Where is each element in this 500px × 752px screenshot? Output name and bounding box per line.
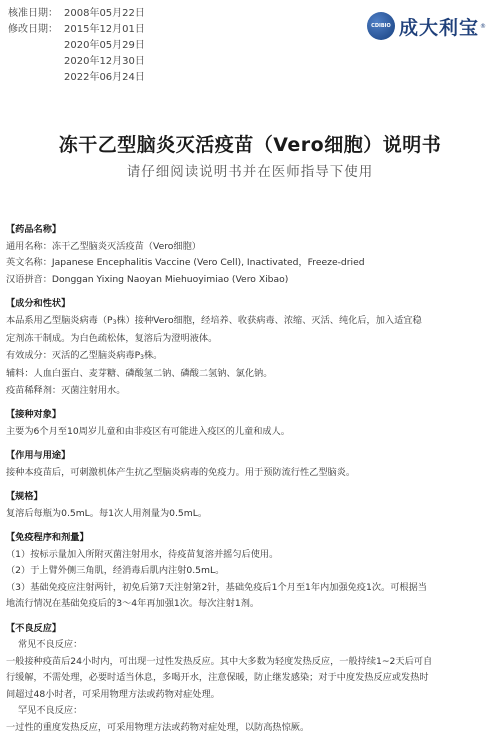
strain-subscript: 3 [140, 353, 144, 361]
document-title: 冻干乙型脑炎灭活疫苗（Vero细胞）说明书 [58, 134, 442, 156]
english-name: 英文名称：Japanese Encephalitis Vaccine (Vero Cell), Inactivated，Freeze-dried [6, 257, 365, 268]
section-title: 【免疫程序和剂量】 [6, 532, 89, 543]
section-title: 【不良反应】 [6, 622, 62, 634]
approval-label: 核准日期： [8, 8, 58, 19]
section-adverse [6, 621, 494, 737]
revision-date: 2015年12月01日 [64, 24, 145, 35]
revision-dates [8, 6, 145, 86]
excipients: 辅料：人血白蛋白、麦芽糖、磷酸氢二钠、磷酸二氢钠、氯化钠。 [6, 368, 273, 379]
leaflet-body [6, 222, 494, 744]
brand-logo [367, 12, 486, 40]
schedule-item: （1）按标示量加入所附灭菌注射用水，待疫苗复溶并摇匀后使用。 [6, 548, 279, 560]
registered-mark: ® [480, 22, 486, 30]
strain-subscript: 3 [112, 318, 117, 326]
section-purpose [6, 448, 494, 481]
schedule-item: （2）于上臂外侧三角肌，经消毒后肌内注射0.5mL。 [6, 565, 225, 576]
revision-date: 2020年05月29日 [64, 40, 145, 51]
adverse-text: 间超过48小时者，可采用物理方法或药物对症处理。 [6, 688, 220, 700]
section-title: 【成分和性状】 [6, 298, 71, 309]
revision-date: 2022年06月24日 [64, 72, 145, 83]
spec-text: 复溶后每瓶为0.5mL。每1次人用剂量为0.5mL。 [6, 507, 208, 519]
revision-date-row [8, 22, 145, 38]
section-target [6, 407, 494, 440]
section-title: 【药品名称】 [6, 224, 62, 235]
approval-date-row [8, 6, 145, 22]
revision-label: 修改日期： [8, 24, 58, 35]
common-adverse-label: 常见不良反应： [18, 639, 83, 650]
composition-line: 定剂冻干制成。为白色疏松体，复溶后为澄明液体。 [6, 333, 218, 344]
section-drug-name [6, 222, 494, 288]
logo-emblem-text: CDIBIO [371, 23, 391, 29]
active-text: 有效成分：灭活的乙型脑炎病毒P [6, 349, 141, 361]
section-schedule [6, 530, 494, 613]
rare-adverse-label: 罕见不良反应： [18, 705, 83, 716]
active-ingredient [6, 348, 494, 367]
adverse-text: 一般接种疫苗后24小时内，可出现一过性发热反应。其中大多数为轻度发热反应，一般持续1~2天后可自 [6, 655, 433, 667]
common-name: 通用名称：冻干乙型脑炎灭活疫苗（Vero细胞） [6, 240, 201, 252]
composition-text: 株）接种Vero细胞，经培养、收获病毒、浓缩、灭活、纯化后，加入适宜稳 [116, 314, 422, 326]
diluent: 疫苗稀释剂：灭菌注射用水。 [6, 384, 126, 396]
schedule-item: （3）基础免疫应注射两针，初免后第7天注射第2针，基础免疫后1个月至1年内加强免疫1次。可根据当 [6, 581, 427, 593]
approval-date: 2008年05月22日 [64, 8, 145, 19]
purpose-text: 接种本疫苗后，可刺激机体产生抗乙型脑炎病毒的免疫力。用于预防流行性乙型脑炎。 [6, 466, 356, 478]
adverse-text: 一过性的重度发热反应，可采用物理方法或药物对症处理，以防高热惊厥。 [6, 721, 310, 733]
target-text: 主要为6个月至10周岁儿童和由非疫区有可能进入疫区的儿童和成人。 [6, 425, 290, 437]
logo-emblem-icon [367, 12, 395, 40]
adverse-text: 行缓解，不需处理，必要时适当休息，多喝开水，注意保暖，防止继发感染；对于中度发热反应或发热时 [6, 672, 429, 683]
composition-text: 本品系用乙型脑炎病毒（P [6, 314, 113, 326]
document-subtitle: 请仔细阅读说明书并在医师指导下使用 [126, 164, 374, 180]
schedule-item-cont: 地流行情况在基础免疫后的3～4年再加强1次。每次注射1剂。 [6, 598, 260, 609]
section-composition [6, 296, 494, 399]
brand-name: 成大利宝 [398, 16, 479, 39]
active-text: 株。 [144, 349, 163, 361]
section-title: 【作用与用途】 [6, 450, 71, 461]
section-spec [6, 489, 494, 522]
section-title: 【规格】 [6, 491, 43, 502]
pinyin-name: 汉语拼音：Donggan Yixing Naoyan Miehuoyimiao (Vero Xibao) [6, 273, 289, 285]
composition-line [6, 313, 494, 332]
revision-date: 2020年12月30日 [64, 56, 145, 67]
section-title: 【接种对象】 [6, 409, 62, 420]
